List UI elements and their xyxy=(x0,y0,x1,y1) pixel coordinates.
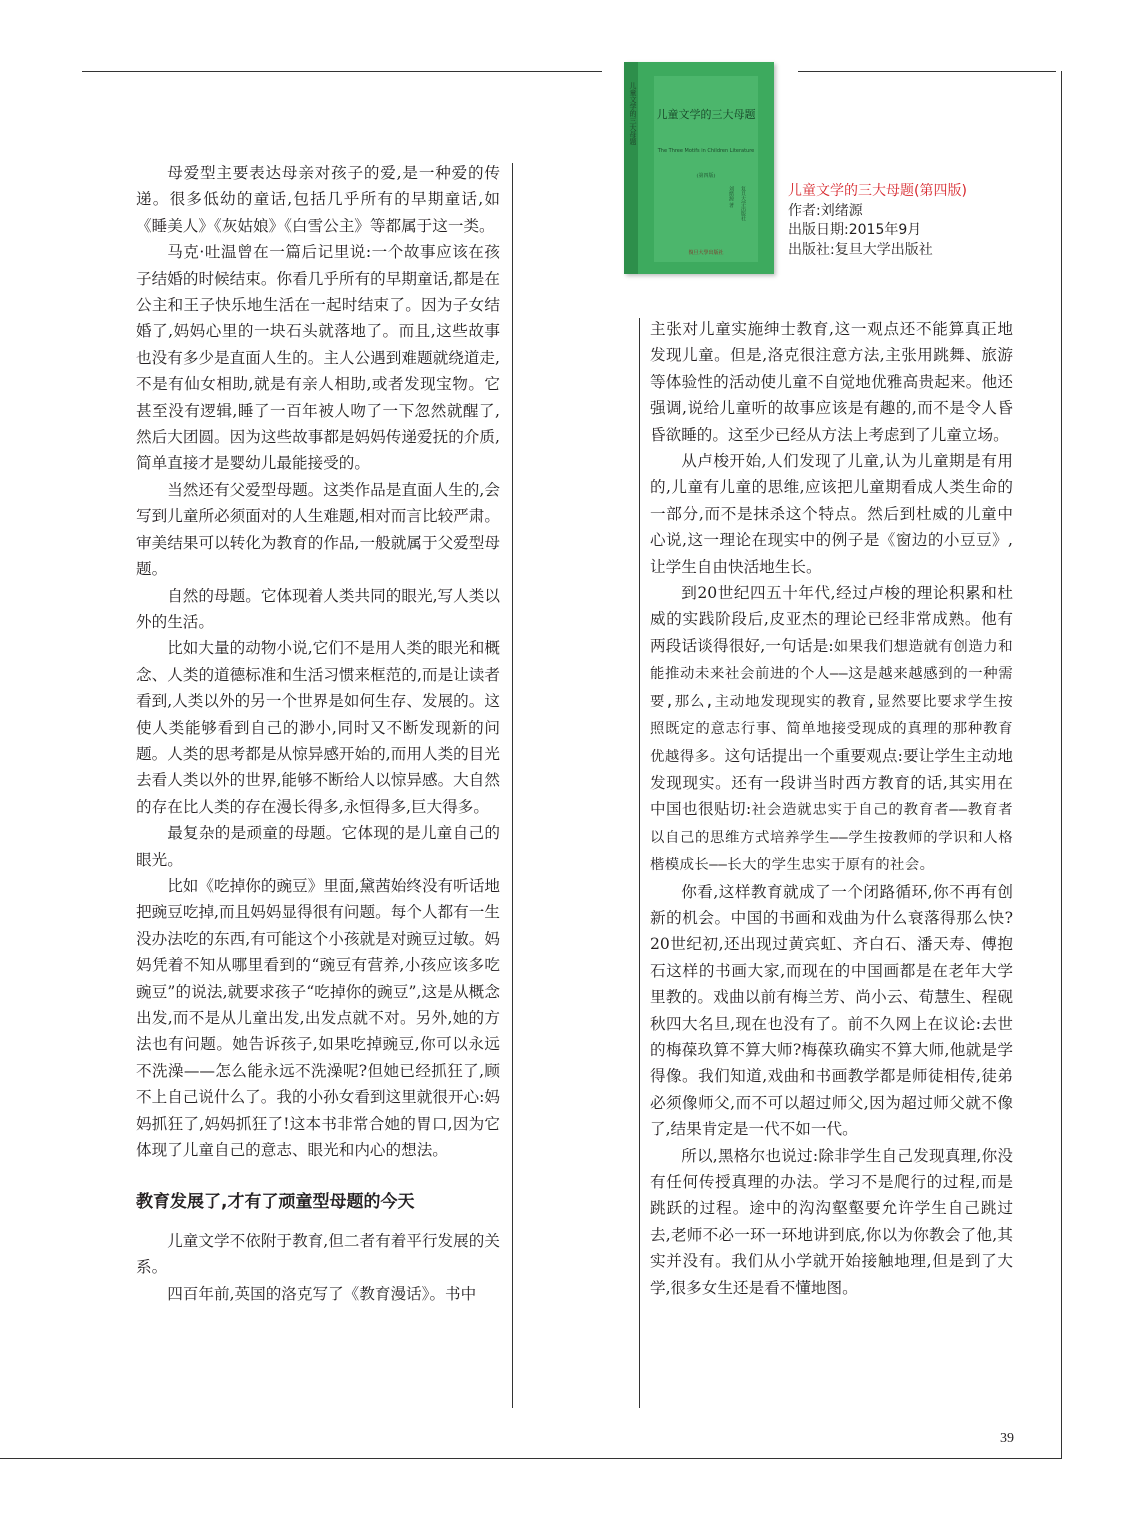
book-cover-image xyxy=(624,62,774,274)
right-frame-rule xyxy=(1061,71,1062,1459)
quotation: 如果我们想造就有创造力和能推动未来社会前进的个人——这是越来越感到的一种需要,那么,主动地发现现实的教育,显然要比要求学生按照既定的意志行事、简单地接受现成的真理的那种教育优越得多。 xyxy=(650,638,1013,765)
quotation: 社会造就忠实于自己的教育者——教育者以自己的思维方式培养学生——学生按教师的学识和人格楷模成长——长大的学生忠实于原有的社会。 xyxy=(650,802,1014,874)
book-info-date: 出版日期:2015年9月 xyxy=(788,222,922,239)
paragraph-text: 这句话提出一个重要观点:要让学生主动地发现现实。还有一段讲当时西方教育的话,其实用在中国也很贴切: xyxy=(650,746,1013,819)
book-cover-series: 复旦大学出版社 xyxy=(740,186,746,221)
paragraph-continued: 主张对儿童实施绅士教育,这一观点还不能算真正地发现儿童。但是,洛克很注意方法,主张用跳舞、旅游等体验性的活动使儿童不自觉地优雅高贵起来。他还强调,说给儿童听的故事应该是有趣的,而不是令人昏昏欲睡的。这至少已经从方法上考虑到了儿童立场。 xyxy=(650,320,1013,444)
paragraph: 从卢梭开始,人们发现了儿童,认为儿童期是有用的,儿童有儿童的思维,应该把儿童期看成人类生命的一部分,而不是抹杀这个特点。然后到杜威的儿童中心说,这一理论在现实中的例子是《窗边的小豆豆》,让学生自由快活地生长。 xyxy=(650,452,1013,576)
paragraph: 马克·吐温曾在一篇后记里说:一个故事应该在孩子结婚的时候结束。你看几乎所有的早期童话,都是在公主和王子快乐地生活在一起时结束了。因为子女结婚了,妈妈心里的一块石头就落地了。而且,这些故事也没有多少是直面人生的。主人公遇到难题就绕道走,不是有仙女相助,就是有亲人相助,或者发现宝物。它甚至没有逻辑,睡了一百年被人吻了一下忽然就醒了,然后大团圆。因为这些故事都是妈妈传递爱抚的介质,简单直接才是婴幼儿最能接受的。 xyxy=(136,243,500,473)
page-number: 39 xyxy=(1000,1431,1014,1446)
paragraph: 比如《吃掉你的豌豆》里面,黛茜始终没有听话地把豌豆吃掉,而且妈妈显得很有问题。每个人都有一生没办法吃的东西,有可能这个小孩就是对豌豆过敏。妈妈凭着不知从哪里看到的“豌豆有营养,小孩应该多吃豌豆”的说法,就要求孩子“吃掉你的豌豆”,这是从概念出发,而不是从儿童出发,出发点就不对。另外,她的方法也有问题。她告诉孩子,如果吃掉豌豆,你可以永远不洗澡——怎么能永远不洗澡呢?但她已经抓狂了,顾不上自己说什么了。我的小孙女看到这里就很开心:妈妈抓狂了,妈妈抓狂了!这本书非常合她的胃口,因为它体现了儿童自己的意志、眼光和内心的想法。 xyxy=(136,876,500,1160)
paragraph: 比如大量的动物小说,它们不是用人类的眼光和概念、人类的道德标准和生活习惯来框范的,而是让读者看到,人类以外的另一个世界是如何生存、发展的。这使人类能够看到自己的渺小,同时又不断发现新的问题。人类的思考都是从惊异感开始的,而用人类的目光去看人类以外的世界,能够不断给人以惊异感。大自然的存在比人类的存在漫长得多,永恒得多,巨大得多。 xyxy=(136,639,500,816)
paragraph xyxy=(650,580,1013,878)
paragraph: 当然还有父爱型母题。这类作品是直面人生的,会写到儿童所必须面对的人生难题,相对而言比较严肃。审美结果可以转化为教育的作品,一般就属于父爱型母题。 xyxy=(136,480,500,579)
book-cover-title: 儿童文学的三大母题 xyxy=(656,108,756,121)
top-rule-left xyxy=(82,71,602,72)
book-cover-author: 刘绪源 著 xyxy=(728,186,734,208)
book-cover-subtitle: The Three Motifs in Children Literature xyxy=(657,148,755,154)
paragraph: 儿童文学不依附于教育,但二者有着平行发展的关系。 xyxy=(136,1231,500,1277)
column-divider-left xyxy=(512,163,513,1408)
bottom-rule xyxy=(0,1458,1062,1459)
column-divider-right xyxy=(639,318,640,1408)
paragraph-text: 到20世纪四五十年代,经过卢梭的理论积累和杜威的实践阶段后,皮亚杰的理论已经非常成熟。他有两段话谈得很好,一句话是: xyxy=(650,584,1013,655)
paragraph: 母爱型主要表达母亲对孩子的爱,是一种爱的传递。很多低幼的童话,包括几乎所有的早期童话,如《睡美人》《灰姑娘》《白雪公主》等都属于这一类。 xyxy=(136,164,500,235)
paragraph: 你看,这样教育就成了一个闭路循环,你不再有创新的机会。中国的书画和戏曲为什么衰落得那么快?20世纪初,还出现过黄宾虹、齐白石、潘天寿、傅抱石这样的书画大家,而现在的中国画都是在老年大学里教的。戏曲以前有梅兰芳、尚小云、荀慧生、程砚秋四大名旦,现在也没有了。前不久网上在议论:去世的梅葆玖算不算大师?梅葆玖确实不算大师,他就是学得像。我们知道,戏曲和书画教学都是师徒相传,徒弟必须像师父,而不可以超过师父,因为超过师父就不像了,结果肯定是一代不如一代。 xyxy=(650,882,1013,1139)
book-cover-panel xyxy=(654,76,758,262)
book-spine-text: 儿童文学的三大母题 xyxy=(629,82,637,145)
book-info-publisher: 出版社:复旦大学出版社 xyxy=(788,241,933,258)
top-rule-right xyxy=(798,71,1056,72)
book-spine xyxy=(624,62,638,274)
paragraph: 四百年前,英国的洛克写了《教育漫话》。书中 xyxy=(167,1284,477,1303)
section-heading: 教育发展了,才有了顽童型母题的今天 xyxy=(136,1192,415,1213)
paragraph: 最复杂的是顽童的母题。它体现的是儿童自己的眼光。 xyxy=(136,824,500,869)
book-info-author: 作者:刘绪源 xyxy=(788,202,863,219)
book-info-caption xyxy=(788,182,1028,260)
book-cover-edition: (第四版) xyxy=(696,173,716,179)
paragraph: 自然的母题。它体现着人类共同的眼光,写人类以外的生活。 xyxy=(136,586,500,631)
book-cover-publisher: 復旦大學出版社 xyxy=(688,250,724,256)
paragraph: 所以,黑格尔也说过:除非学生自己发现真理,你没有任何传授真理的办法。学习不是爬行的过程,而是跳跃的过程。途中的沟沟壑壑要允许学生自己跳过去,老师不必一环一环地讲到底,你以为你教会了他,其实并没有。我们从小学就开始接触地理,但是到了大学,很多女生还是看不懂地图。 xyxy=(650,1146,1013,1297)
book-info-title: 儿童文学的三大母题(第四版) xyxy=(788,183,967,199)
left-text-column xyxy=(136,160,500,1307)
right-text-column xyxy=(650,316,1013,1301)
